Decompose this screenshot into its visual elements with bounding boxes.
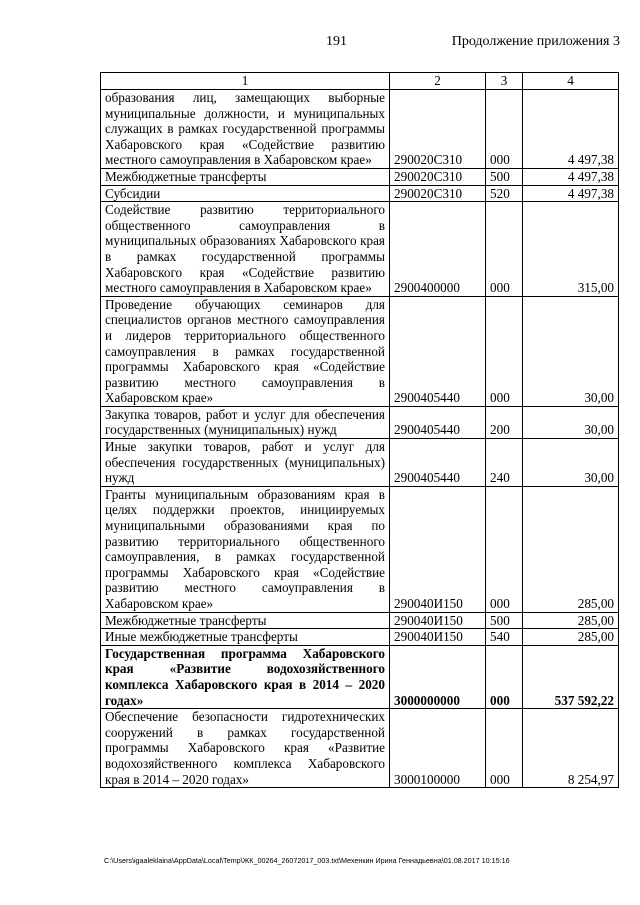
row-type-cell: 540	[486, 629, 523, 646]
table-row	[101, 612, 619, 629]
row-sum-cell: 4 497,38	[523, 90, 619, 169]
table-row	[101, 406, 619, 438]
row-type-cell: 000	[486, 202, 523, 297]
row-code-cell: 290020С310	[390, 168, 486, 185]
table-row	[101, 168, 619, 185]
row-code-cell: 290040И150	[390, 486, 486, 612]
row-name-cell: образования лиц, замещающих выборные муниципальные должности, и муниципальных служащих в рамках государственной программы Хабаровского края «Содействие развитию местного самоуправления в Хабаровском крае»	[101, 90, 390, 169]
page-number: 191	[326, 34, 347, 49]
table-row	[101, 486, 619, 612]
table-header-row	[101, 73, 619, 90]
row-sum-cell: 4 497,38	[523, 168, 619, 185]
row-name-cell: Закупка товаров, работ и услуг для обеспечения государственных (муниципальных) нужд	[101, 406, 390, 438]
row-type-cell: 000	[486, 486, 523, 612]
row-type-cell: 000	[486, 709, 523, 788]
row-name-cell: Содействие развитию территориального общественного самоуправления в муниципальных образованиях Хабаровского края в рамках государственной программы Хабаровского края «Содействие развитию местного самоуправления в Хабаровском крае»	[101, 202, 390, 297]
column-header: 4	[523, 73, 619, 90]
row-name-cell: Государственная программа Хабаровского края «Развитие водохозяйственного комплекса Хабаровского края в 2014 – 2020 годах»	[101, 645, 390, 708]
row-type-cell: 500	[486, 168, 523, 185]
table-row	[101, 709, 619, 788]
column-header: 1	[101, 73, 390, 90]
row-code-cell: 3000100000	[390, 709, 486, 788]
row-sum-cell: 4 497,38	[523, 185, 619, 202]
row-code-cell: 290040И150	[390, 612, 486, 629]
row-code-cell: 2900405440	[390, 406, 486, 438]
row-code-cell: 2900405440	[390, 439, 486, 487]
table-row	[101, 645, 619, 708]
table-row	[101, 629, 619, 646]
row-type-cell: 200	[486, 406, 523, 438]
row-sum-cell: 285,00	[523, 612, 619, 629]
row-name-cell: Межбюджетные трансферты	[101, 168, 390, 185]
row-name-cell: Проведение обучающих семинаров для специалистов органов местного самоуправления и лидеров территориального общественного самоуправления в рамках государственной программы Хабаровского края «Содействие развитию местного самоуправления в Хабаровском крае»	[101, 296, 390, 406]
row-sum-cell: 285,00	[523, 486, 619, 612]
row-type-cell: 000	[486, 296, 523, 406]
row-code-cell: 290040И150	[390, 629, 486, 646]
row-code-cell: 2900400000	[390, 202, 486, 297]
row-type-cell: 500	[486, 612, 523, 629]
row-name-cell: Субсидии	[101, 185, 390, 202]
row-name-cell: Обеспечение безопасности гидротехнических сооружений в рамках государственной программы Хабаровского края «Развитие водохозяйственного комплекса Хабаровского края в 2014 – 2020 годах»	[101, 709, 390, 788]
budget-table	[100, 72, 619, 788]
row-code-cell: 290020С310	[390, 185, 486, 202]
row-sum-cell: 30,00	[523, 296, 619, 406]
row-sum-cell: 285,00	[523, 629, 619, 646]
row-name-cell: Межбюджетные трансферты	[101, 612, 390, 629]
continuation-label: Продолжение приложения 3	[451, 34, 620, 49]
table-row	[101, 296, 619, 406]
row-type-cell: 520	[486, 185, 523, 202]
table-row	[101, 439, 619, 487]
page-header	[0, 34, 640, 56]
file-path-footer: C:\Users\igaaleklaina\AppData\Local\Temp\ЖК_00264_26072017_003.txt\Мехенкин Ирина Геннадьевна\01.08.2017 10:15:16	[104, 856, 510, 865]
table-row	[101, 185, 619, 202]
row-code-cell: 2900405440	[390, 296, 486, 406]
row-name-cell: Гранты муниципальным образованиям края в целях поддержки проектов, инициируемых муниципальными образованиями края по развитию территориального общественного самоуправления, в рамках государственной программы Хабаровского края «Содействие развитию местного самоуправления в Хабаровском крае»	[101, 486, 390, 612]
row-sum-cell: 30,00	[523, 439, 619, 487]
row-type-cell: 000	[486, 645, 523, 708]
row-sum-cell: 8 254,97	[523, 709, 619, 788]
row-sum-cell: 537 592,22	[523, 645, 619, 708]
row-sum-cell: 315,00	[523, 202, 619, 297]
column-header: 3	[486, 73, 523, 90]
table-body	[101, 90, 619, 788]
row-type-cell: 240	[486, 439, 523, 487]
row-name-cell: Иные межбюджетные трансферты	[101, 629, 390, 646]
row-code-cell: 290020С310	[390, 90, 486, 169]
table-row	[101, 202, 619, 297]
table-row	[101, 90, 619, 169]
column-header: 2	[390, 73, 486, 90]
row-type-cell: 000	[486, 90, 523, 169]
row-sum-cell: 30,00	[523, 406, 619, 438]
row-code-cell: 3000000000	[390, 645, 486, 708]
row-name-cell: Иные закупки товаров, работ и услуг для обеспечения государственных (муниципальных) нужд	[101, 439, 390, 487]
